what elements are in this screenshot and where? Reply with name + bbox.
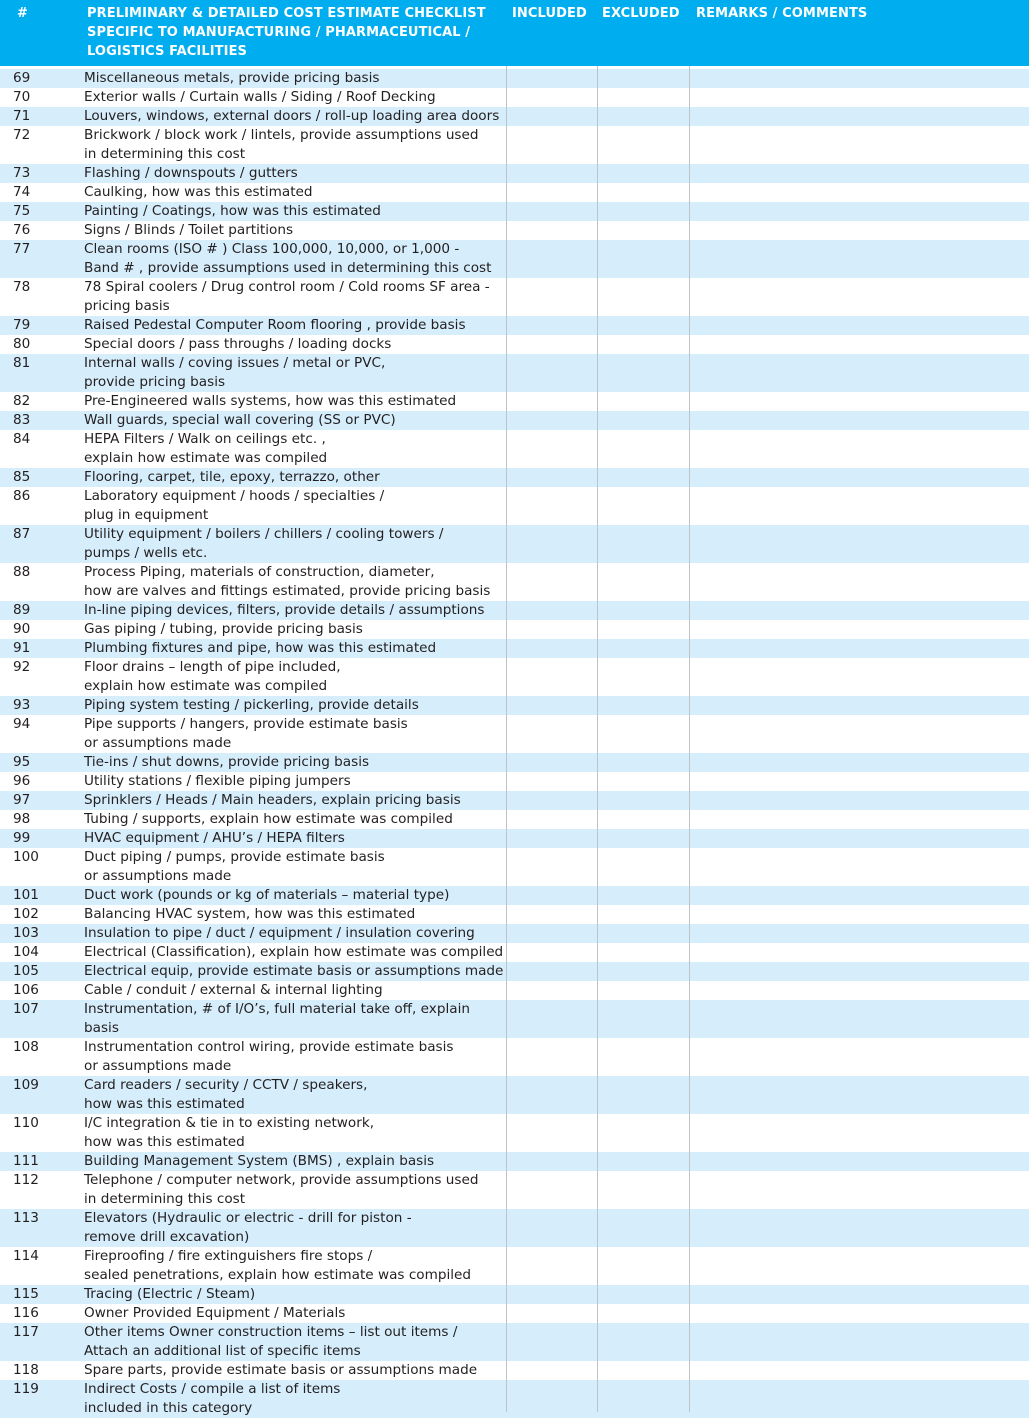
- row-number: 119: [13, 1381, 39, 1397]
- table-row: [0, 962, 1029, 981]
- row-description: In-line piping devices, filters, provide details / assumptions: [84, 602, 485, 618]
- table-row: [0, 411, 1029, 430]
- row-number: 70: [13, 89, 31, 105]
- row-number: 73: [13, 165, 31, 181]
- row-description: Louvers, windows, external doors / roll-up loading area doors: [84, 108, 500, 124]
- row-number: 102: [13, 906, 39, 922]
- table-row: [0, 278, 1029, 316]
- row-description: Gas piping / tubing, provide pricing basis: [84, 621, 363, 637]
- table-row: [0, 1000, 1029, 1038]
- row-number: 69: [13, 70, 31, 86]
- row-description: Utility stations / flexible piping jumpers: [84, 773, 351, 789]
- table-row: [0, 848, 1029, 886]
- row-description: Other items Owner construction items – list out items / Attach an additional list of specific items: [84, 1324, 458, 1359]
- row-number: 71: [13, 108, 31, 124]
- row-description: Tracing (Electric / Steam): [84, 1286, 256, 1302]
- row-number: 74: [13, 184, 31, 200]
- row-description: Card readers / security / CCTV / speakers, how was this estimated: [84, 1077, 368, 1112]
- row-number: 103: [13, 925, 39, 941]
- row-description: Exterior walls / Curtain walls / Siding / Roof Decking: [84, 89, 436, 105]
- row-description: I/C integration & tie in to existing network, how was this estimated: [84, 1115, 375, 1150]
- row-description: Painting / Coatings, how was this estimated: [84, 203, 381, 219]
- column-divider: [506, 66, 507, 1412]
- row-description: Piping system testing / pickerling, provide details: [84, 697, 419, 713]
- row-description: Telephone / computer network, provide assumptions used in determining this cost: [84, 1172, 479, 1207]
- row-number: 116: [13, 1305, 39, 1321]
- row-number: 93: [13, 697, 31, 713]
- table-header: [0, 0, 1029, 66]
- row-number: 114: [13, 1248, 39, 1264]
- row-description: Tubing / supports, explain how estimate was compiled: [84, 811, 453, 827]
- table-row: [0, 1323, 1029, 1361]
- table-row: [0, 1285, 1029, 1304]
- table-row: [0, 810, 1029, 829]
- row-number: 99: [13, 830, 31, 846]
- row-number: 88: [13, 564, 31, 580]
- table-row: [0, 620, 1029, 639]
- row-description: Plumbing fixtures and pipe, how was this estimated: [84, 640, 437, 656]
- column-divider: [689, 66, 690, 1412]
- row-description: Pipe supports / hangers, provide estimate basis or assumptions made: [84, 716, 408, 751]
- table-row: [0, 772, 1029, 791]
- row-number: 83: [13, 412, 31, 428]
- row-number: 104: [13, 944, 39, 960]
- row-number: 98: [13, 811, 31, 827]
- table-row: [0, 1247, 1029, 1285]
- row-description: Flooring, carpet, tile, epoxy, terrazzo, other: [84, 469, 380, 485]
- table-row: [0, 658, 1029, 696]
- row-description: Duct work (pounds or kg of materials – material type): [84, 887, 450, 903]
- row-description: Flashing / downspouts / gutters: [84, 165, 298, 181]
- row-description: Utility equipment / boilers / chillers / cooling towers / pumps / wells etc.: [84, 526, 444, 561]
- row-number: 106: [13, 982, 39, 998]
- row-number: 118: [13, 1362, 39, 1378]
- row-number: 110: [13, 1115, 39, 1131]
- row-description: Balancing HVAC system, how was this estimated: [84, 906, 416, 922]
- table-row: [0, 430, 1029, 468]
- row-description: Floor drains – length of pipe included, explain how estimate was compiled: [84, 659, 341, 694]
- row-description: Duct piping / pumps, provide estimate basis or assumptions made: [84, 849, 385, 884]
- table-row: [0, 905, 1029, 924]
- row-number: 85: [13, 469, 31, 485]
- header-remarks: REMARKS / COMMENTS: [696, 6, 868, 21]
- table-row: [0, 886, 1029, 905]
- table-row: [0, 1114, 1029, 1152]
- row-number: 109: [13, 1077, 39, 1093]
- table-row: [0, 316, 1029, 335]
- row-number: 91: [13, 640, 31, 656]
- row-description: Caulking, how was this estimated: [84, 184, 313, 200]
- row-number: 100: [13, 849, 39, 865]
- table-row: [0, 829, 1029, 848]
- row-number: 105: [13, 963, 39, 979]
- checklist-rows: [0, 69, 1029, 1418]
- row-number: 76: [13, 222, 31, 238]
- row-description: Electrical (Classification), explain how estimate was compiled: [84, 944, 504, 960]
- table-row: [0, 639, 1029, 658]
- row-number: 84: [13, 431, 31, 447]
- table-row: [0, 601, 1029, 620]
- row-description: Miscellaneous metals, provide pricing basis: [84, 70, 380, 86]
- row-number: 87: [13, 526, 31, 542]
- row-description: HVAC equipment / AHU’s / HEPA filters: [84, 830, 345, 846]
- table-row: [0, 487, 1029, 525]
- table-row: [0, 1152, 1029, 1171]
- row-description: HEPA Filters / Walk on ceilings etc. , explain how estimate was compiled: [84, 431, 328, 466]
- row-number: 107: [13, 1001, 39, 1017]
- row-description: Process Piping, materials of construction, diameter, how are valves and fittings estimated, provide pricing basis: [84, 564, 491, 599]
- table-row: [0, 943, 1029, 962]
- row-description: Pre-Engineered walls systems, how was this estimated: [84, 393, 457, 409]
- row-description: Building Management System (BMS) , explain basis: [84, 1153, 435, 1169]
- row-number: 115: [13, 1286, 39, 1302]
- row-number: 81: [13, 355, 31, 371]
- table-row: [0, 1209, 1029, 1247]
- row-description: Brickwork / block work / lintels, provide assumptions used in determining this cost: [84, 127, 479, 162]
- table-row: [0, 221, 1029, 240]
- table-row: [0, 563, 1029, 601]
- row-number: 75: [13, 203, 31, 219]
- row-description: Spare parts, provide estimate basis or assumptions made: [84, 1362, 478, 1378]
- table-row: [0, 183, 1029, 202]
- table-row: [0, 354, 1029, 392]
- table-row: [0, 753, 1029, 772]
- row-number: 113: [13, 1210, 39, 1226]
- row-description: Laboratory equipment / hoods / specialties / plug in equipment: [84, 488, 385, 523]
- row-number: 78: [13, 279, 31, 295]
- header-excluded: EXCLUDED: [602, 6, 680, 21]
- row-description: Wall guards, special wall covering (SS or PVC): [84, 412, 396, 428]
- row-description: Instrumentation, # of I/O’s, full material take off, explain basis: [84, 1001, 470, 1036]
- column-divider: [597, 66, 598, 1412]
- row-description: Tie-ins / shut downs, provide pricing basis: [84, 754, 370, 770]
- row-description: Sprinklers / Heads / Main headers, explain pricing basis: [84, 792, 461, 808]
- table-row: [0, 1171, 1029, 1209]
- row-description: Fireproofing / fire extinguishers fire stops / sealed penetrations, explain how estimate was compiled: [84, 1248, 472, 1283]
- table-row: [0, 1076, 1029, 1114]
- table-row: [0, 1038, 1029, 1076]
- row-number: 94: [13, 716, 31, 732]
- table-row: [0, 107, 1029, 126]
- table-row: [0, 240, 1029, 278]
- row-number: 89: [13, 602, 31, 618]
- table-row: [0, 88, 1029, 107]
- table-row: [0, 126, 1029, 164]
- row-description: Special doors / pass throughs / loading docks: [84, 336, 392, 352]
- header-description: PRELIMINARY & DETAILED COST ESTIMATE CHECKLIST SPECIFIC TO MANUFACTURING / PHARMACEUTICAL / LOGISTICS FACILITIES: [87, 6, 486, 59]
- table-row: [0, 1304, 1029, 1323]
- row-description: Signs / Blinds / Toilet partitions: [84, 222, 294, 238]
- row-number: 101: [13, 887, 39, 903]
- table-row: [0, 202, 1029, 221]
- row-description: Insulation to pipe / duct / equipment / insulation covering: [84, 925, 475, 941]
- row-number: 95: [13, 754, 31, 770]
- row-number: 82: [13, 393, 31, 409]
- table-row: [0, 335, 1029, 354]
- table-row: [0, 924, 1029, 943]
- row-description: Owner Provided Equipment / Materials: [84, 1305, 346, 1321]
- row-number: 90: [13, 621, 31, 637]
- row-number: 92: [13, 659, 31, 675]
- row-description: Instrumentation control wiring, provide estimate basis or assumptions made: [84, 1039, 454, 1074]
- table-row: [0, 715, 1029, 753]
- row-number: 112: [13, 1172, 39, 1188]
- row-number: 97: [13, 792, 31, 808]
- row-number: 80: [13, 336, 31, 352]
- table-row: [0, 1380, 1029, 1418]
- row-description: Indirect Costs / compile a list of items included in this category: [84, 1381, 341, 1416]
- row-description: Clean rooms (ISO # ) Class 100,000, 10,000, or 1,000 - Band # , provide assumptions used in determining this cost: [84, 241, 492, 276]
- row-description: Internal walls / coving issues / metal or PVC, provide pricing basis: [84, 355, 386, 390]
- table-row: [0, 69, 1029, 88]
- header-number: #: [17, 6, 28, 21]
- table-row: [0, 392, 1029, 411]
- table-row: [0, 791, 1029, 810]
- row-description: Cable / conduit / external & internal lighting: [84, 982, 383, 998]
- header-included: INCLUDED: [512, 6, 587, 21]
- row-number: 111: [13, 1153, 39, 1169]
- row-description: Raised Pedestal Computer Room flooring , provide basis: [84, 317, 466, 333]
- table-row: [0, 164, 1029, 183]
- row-number: 79: [13, 317, 31, 333]
- table-row: [0, 525, 1029, 563]
- row-number: 77: [13, 241, 31, 257]
- row-description: Electrical equip, provide estimate basis or assumptions made: [84, 963, 504, 979]
- row-description: 78 Spiral coolers / Drug control room / Cold rooms SF area - pricing basis: [84, 279, 490, 314]
- row-description: Elevators (Hydraulic or electric - drill for piston - remove drill excavation): [84, 1210, 412, 1245]
- row-number: 108: [13, 1039, 39, 1055]
- table-row: [0, 696, 1029, 715]
- row-number: 86: [13, 488, 31, 504]
- table-row: [0, 1361, 1029, 1380]
- row-number: 72: [13, 127, 31, 143]
- table-row: [0, 468, 1029, 487]
- row-number: 117: [13, 1324, 39, 1340]
- row-number: 96: [13, 773, 31, 789]
- table-row: [0, 981, 1029, 1000]
